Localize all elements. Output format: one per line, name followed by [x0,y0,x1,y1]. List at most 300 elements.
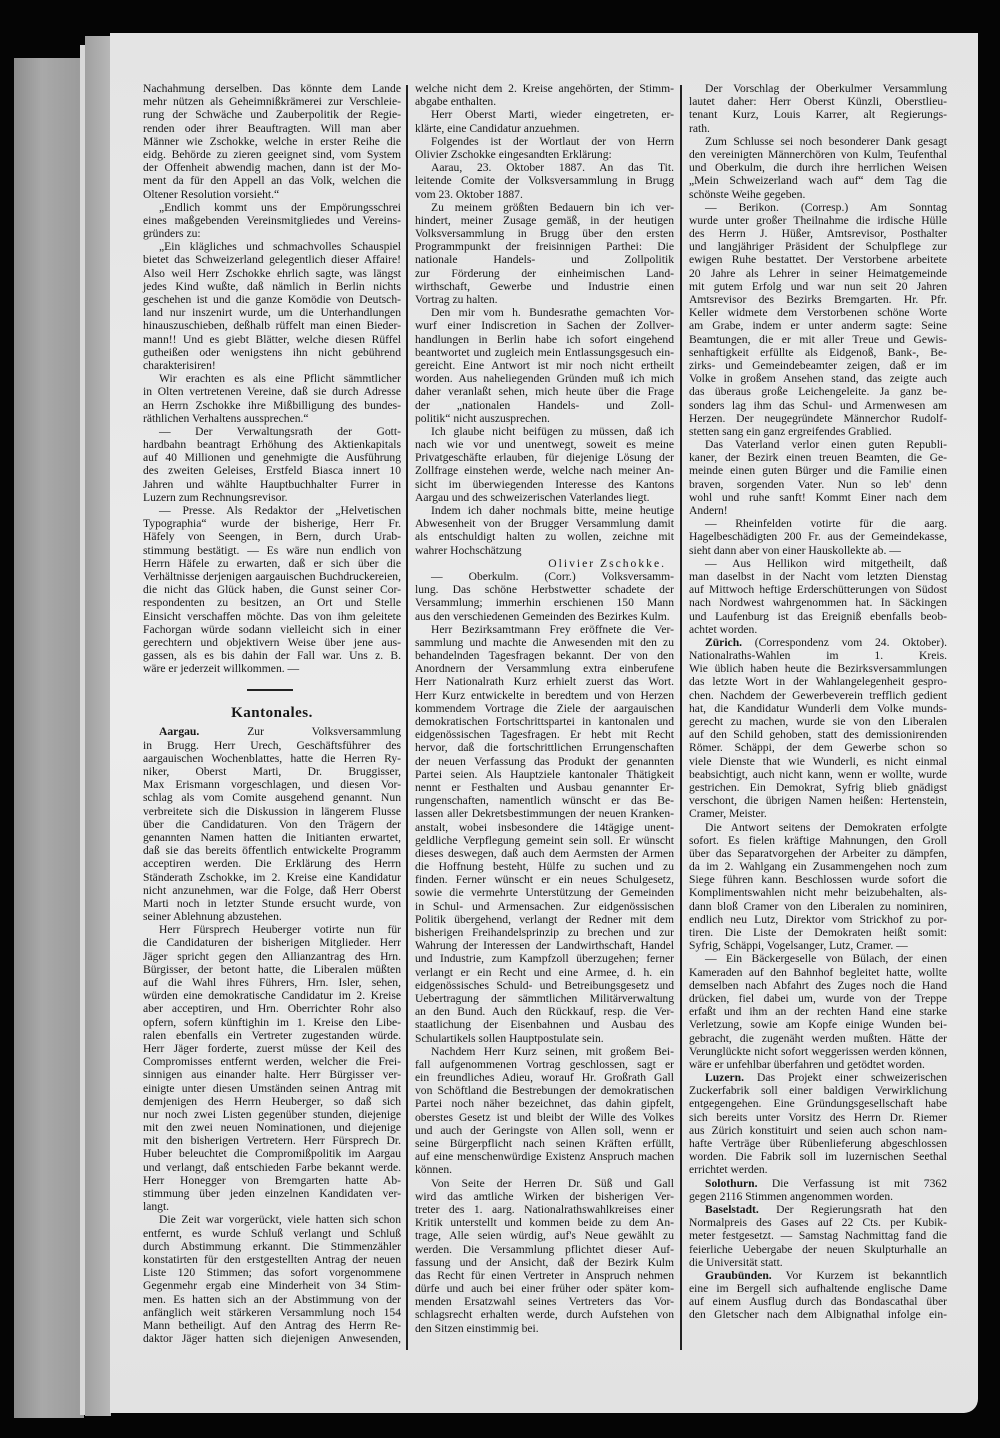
text-line: sammlung und machte die Anwesenden mit den zu [415,635,674,649]
text-line: Siege führen kann. Beschlossen wurde sofort die [689,873,947,887]
text-line: an den Bund. Auch den Rückkauf, resp. die Ver- [415,1005,674,1019]
text-line: und Industrie, zum Kampfzoll überzugehen; ferner [415,952,674,966]
text-line: Verletzung, sowie am Kopfe einige Wunden bei- [689,1018,947,1032]
text-line: fassung und der Ansicht, daß der Bezirk Kulm [415,1255,674,1269]
region-lead: Solothurn. [705,1176,758,1190]
text-line: senhaftigkeit erfüllte als Eidgenoß, Bank-, Be- [689,345,947,359]
text-line: Andern! [689,504,728,517]
text-line: aber acceptiren, und Hrn. Oberrichter Rohr also [143,1002,401,1016]
text-line: wurde unter großer Theilnahme die irdische Hülle [689,213,947,227]
text-line: tenant Kurz, Louis Karrer, alt Regierungs- [689,108,947,122]
text-line: dieses deswegen, daß auch dem Aermsten der Armen [415,846,674,860]
text-line: eines maßgebenden Vereinsmitgliedes und Vereins- [143,213,401,227]
text-line: Der Vorschlag der Oberkulmer Versammlung [705,82,947,95]
text-line: und verlangt, daß entschieden Farbe bekannt werde. [143,1160,401,1174]
text-line: Ich glaube nicht beifügen zu müssen, daß ich [431,424,674,438]
article-paragraph [689,1269,947,1322]
text-line: wahrer Hochschätzung [415,543,522,557]
text-line: staatlichung der Eisenbahnen und Ausbau des [415,1018,674,1032]
signature: Olivier Zschokke. [548,556,666,570]
text-line: „Ein klägliches und schmachvolles Schauspiel [159,240,401,254]
text-line: Herr Fürsprech Heuberger votirte nun für [159,923,401,937]
text-line: — Ein Bäckergeselle von Bülach, der einen [705,952,947,966]
article-paragraph [143,240,401,372]
text-line: stetten sang ein ganz ergreifendes Grablied. [689,424,892,438]
text-line: sieht dann aber von einer Hauskollekte ab. — [689,543,901,557]
text-line: daktor Jäger hatten sich diejenigen Anwesenden, [143,1332,401,1346]
text-line: ralen ebenfalls ein Vertreter zugestanden würde. [143,1028,401,1042]
text-line: auf einem Ausflug durch das Bondascathal über [689,1295,947,1309]
text-line: zur Förderung der einheimischen Land- [415,266,674,280]
text-line-rest: Das Projekt einer schweizerischen [743,1071,947,1085]
article-paragraph [143,201,401,241]
text-line: wäre er unfehlbar überfahren und getödtet worden. [689,1057,925,1071]
text-line: daher veranlaßt sehen, mich heute über die Frage [415,385,674,399]
text-line: Zuckerfabrik soll einer baldigen Verwirklichung [689,1084,947,1098]
text-line: in Brugg. Herr Urech, Geschäftsführer des [143,738,401,752]
text-line: worden. Aus naheliegenden Gründen muß ich mich [415,372,674,386]
text-line: Wie üblich haben heute die Bezirksversammlungen [689,662,947,676]
text-line: land nur inszenirt wurde, um die Unterhandlungen [143,306,401,320]
text-line: Privatgeschäfte erlauben, für diejenige Lösung der [415,451,674,465]
text-line: Das Vaterland verlor einen guten Republi- [705,438,947,452]
text-line: 20 Jahre als Lehrer in seiner Heimatgemeinde [689,266,947,280]
text-line: „Endlich kommt uns der Empörungsschrei [159,200,401,214]
text-line: niker, Oberst Marti, Dr. Bruggisser, [143,765,401,778]
text-line: Herr Bezirksamtmann Frey eröffnete die Ver- [431,622,674,636]
text-line: Häfely von Seengen, in Bern, durch Urab- [143,530,401,544]
text-line: Partei noch näher bezeichnet, das dahin gipfelt, [415,1097,674,1111]
text-line: Komplimentswahlen nicht mehr beizubehalten, als- [689,886,947,900]
text-line: schlag als vom Comite ausgehend genannt. Nun [143,791,401,805]
article-paragraph [415,135,674,161]
text-line: gründers zu: [143,227,201,241]
text-line: ewigen Ruhe bestattet. Der Verstorbene arbeitete [689,253,947,267]
text-line: jedes Kind wußte, daß nämlich in Berlin nichts [143,279,401,293]
text-line: Von Seite der Herren Dr. Süß und Gall [431,1176,674,1190]
text-line [689,1269,947,1282]
text-line: Kameraden auf den Bahnhof begleitet hatte, wollte [689,965,947,979]
text-line: Normalpreis des Gases auf 22 Cts. per Kubik- [689,1216,947,1230]
text-line: nach Nordwest wahrgenommen hat. In Säckingen [689,596,947,610]
text-line: Mann betheiligt. Auf den Antrag des Herrn Re- [143,1318,401,1332]
article-paragraph [415,201,674,307]
text-line: Amtsrevisor des Bezirks Bremgarten. Hr. Pfr. [689,293,947,306]
text-line: Nachahmung derselben. Das könnte dem Lande [143,82,401,95]
text-line: Zu meinem größten Bedauern bin ich ver- [431,200,674,214]
book-spine [14,58,84,1418]
text-line: die nicht das Glück haben, die Gunst seiner Cor- [143,583,401,597]
article-paragraph [415,425,674,504]
text-line: opfern, sofern künftighin im 1. Kreise den Libe- [143,1015,401,1029]
text-line: fall aufgenommenen Vortrag geschlossen, sagt er [415,1057,674,1071]
text-line: mann!! Und es giebt Blätter, welche diesen Rüffel [143,332,401,346]
text-line: lassen aller Dekretsbestimmungen der neuen Kranken- [415,807,674,821]
text-line: Folgendes ist der Wortlaut der von Herrn [431,134,674,148]
text-line: und Oberkulm, die durch ihre herrlichen Weisen [689,161,947,175]
text-line: auf 40 Millionen und genehmigte die Ausführung [143,451,401,465]
text-line: ein freundliches Adieu, worauf Hr. Großrath Gall [415,1071,674,1085]
text-line: hat, die Kandidatur Wunderli dem Volke munds- [689,701,947,715]
text-line: dann bloß Cramer von den Liberalen zu nominiren, [689,899,947,913]
text-line: bisherigen Freihandelsprinzip zu brechen und zur [415,926,674,939]
text-line: meinde einen guten Bürger und die Familie einen [689,464,947,478]
text-line: — Rheinfelden votirte für die aarg. [705,517,947,531]
article-paragraph [689,438,947,517]
text-line: Versammlung; immerhin erschienen 150 Mann [415,596,674,610]
text-line: Compromisses entfernt werden, welcher die Frei- [143,1055,401,1069]
text-line [689,1203,947,1216]
text-line: Jäger spricht gegen den Allianzantrag des Hrn. [143,949,401,963]
text-line: das überaus große Leichengeleite. Ja ganz be- [689,385,947,399]
text-line: gegen 2116 Stimmen angenommen worden. [689,1189,894,1203]
text-line: Beamtungen, die er mit aller Treue und Gewis- [689,332,947,346]
column-1 [143,82,401,1345]
text-line: Cramer, Meister. [689,807,767,821]
text-line: auf die Wahl ihres Führers, Hrn. Isler, sehen, [143,976,401,989]
text-line: gerecht zu machen, wurde sie von den Liberalen [689,715,947,728]
text-line: Römer. Schäppi, der dem Gewerbe schon so [689,741,947,755]
article-paragraph [143,82,401,201]
text-line: Herrn Häfele zu erwarten, daß er sich über die [143,556,401,570]
text-line: als entschuldigt halten zu wollen, zeichne mit [415,530,674,544]
text-line: hindert, meiner Zusage gemäß, in der heutigen [415,213,674,227]
text-line: schlagsrecht erhalten werde, durch Aufstehen von [415,1308,674,1322]
text-line [689,1071,947,1084]
text-line: seiner Ablehnung abzustehen. [143,910,282,924]
text-line: dürfe und auch bei einer früher oder später kom- [415,1282,674,1296]
text-line: da im 2. Wahlgang ein Zusammengehen noch zum [689,860,947,874]
text-line: Marti noch in letzter Stunde ersucht wurde, von [143,896,401,910]
text-line: Zollfrage einstehen werde, welche nach meiner An- [415,464,674,478]
text-line: nach wie vor und unentwegt, soweit es meine [415,438,674,452]
article-paragraph [689,821,947,953]
text-line: das Recht für einen Vertreter in Anspruch nehmen [415,1268,674,1282]
text-line: der Offenheit abwendig machen, dann ist der Mo- [143,161,401,175]
text-line: der neuen Verfassung das Produkt der genannten [415,754,674,768]
text-line: daß sie das bereits öffentlich entwickelte Programm [143,844,401,858]
text-line: geldliche Verpflegung gemeint sein soll. Er wünscht [415,833,674,847]
text-line: Volke in großem Ansehen stand, das zeigte auch [689,372,947,386]
text-line: stimmung bestätigt. — Es wäre nun endlich von [143,543,401,557]
article-paragraph [143,425,401,504]
text-line: menden Ersatzwahl seines Vertreters das Vor- [415,1295,674,1309]
text-line: mit den zwei neuen Nominationen, und diejenige [143,1121,401,1135]
text-line: hafte Verträge über Rübenlieferung abgeschlossen [689,1137,947,1150]
text-line: mehr nützen als Geheimnißkrämerei zur Verschleie- [143,95,401,109]
text-line: am Grabe, indem er unter anderm sagte: Seine [689,319,947,333]
text-line: genannten Namen hatten die Initianten erwartet, [143,830,401,844]
column-rule [406,85,408,1350]
text-line: Verhältnisse derjenigen aargauischen Buchdruckereien, [143,569,401,583]
text-line: demselben nach Abfahrt des Zuges noch die Hand [689,978,947,992]
text-line: worden. Die Fabrik soll im luzernischen Seethal [689,1150,947,1164]
text-line: gestrichen. Ein Demokrat, Syfrig blieb gnädigst [689,780,947,794]
text-line: eidgenössischen Tagesfragen. Er hebt mit Recht [415,728,674,742]
text-line: leitende Comite der Volksversammlung in Brugg [415,174,674,188]
text-line: Wahrung der Interessen der Landwirthschaft, Handel [415,939,674,953]
text-line: in Schul- und Armensachen. Zur eidgenössischen [415,899,674,913]
text-line: Herr Kurz entwickelte in beredtem und von Herzen [415,688,674,702]
text-line: politik“ nicht auszusprechen. [415,411,550,425]
text-line: treter des 1. aarg. Nationalrathswahlkreises einer [415,1202,674,1216]
text-line: aus Zürich konstituirt und seien auch schon nam- [689,1123,947,1137]
text-line: renden oder ihrer Beauftragten. Will man aber [143,121,401,135]
text-line: langt. [143,1200,170,1214]
text-line: mit den bisherigen Vertretern. Herr Fürsprech Dr. [143,1134,401,1148]
article-paragraph [689,517,947,557]
text-line: „Mein Schweizerland wach auf“ dem Tag die [689,174,947,188]
text-line-rest: Zur Volksversammlung [199,725,401,739]
text-line [143,725,401,738]
text-line: über die Candidaturen. Von den Trägern der [143,817,401,831]
text-line: hardbahn beantragt Erhöhung des Aktienkapitals [143,438,401,452]
text-line: rungenschaften, namentlich wünscht er das Be- [415,794,674,808]
text-line: eine im Bergell sich aufhaltende englische Dame [689,1282,947,1296]
text-line: Die Antwort seitens der Demokraten erfolgte [705,820,947,834]
text-line: eidg. Behörde zu zieren geeignet sind, vom System [143,147,401,161]
text-line: Programmpunkt der freisinnigen Parthei: Die [415,240,674,254]
text-line: viele Dienste that wie Wunderli, es nicht einmal [689,754,947,768]
article-paragraph [415,108,674,134]
text-line: sowie die vermehrte Unterstützung der Gemeinden [415,886,674,900]
text-line: trage, Alle seien würdig, auf's Neue gewählt zu [415,1229,674,1243]
article-paragraph [415,82,674,108]
article-paragraph [143,372,401,425]
text-line: Politik übergehend, verlangt der Redner mit dem [415,912,674,926]
text-line: hervor, daß die fortschrittlichen Errungenschaften [415,741,674,755]
text-line: Aargau und des schweizerischen Vaterlandes liegt. [415,490,650,504]
text-line: auf den Schild gehoben, statt des demissionirenden [689,728,947,742]
text-line: zirks- und Gemeindebeamter zeigen, daß er im [689,358,947,372]
text-line: Jahren und wählte Hauptbuchhalter Furrer in [143,477,401,491]
text-line: Partei seien. Als Hauptziele kantonaler Thätigkeit [415,767,674,781]
text-line: Herr Honegger von Bremgarten hatte Ab- [143,1173,401,1187]
text-line: und auch der Geringste von Allen soll, wenn er [415,1123,674,1137]
text-line: gutheißen oder wenigstens ihn nicht gebührend [143,345,401,359]
text-line: auf eine menschenwürdige Existenz Anspruch machen [415,1150,674,1164]
text-line: von Schöftland die Bestrebungen der demokratischen [415,1084,674,1098]
article-paragraph [689,82,947,135]
text-line: meter festgesetzt. — Samstag Nachmittag fand die [689,1229,947,1243]
text-line: den Gletscher nach dem Albignathal infolge ein- [689,1308,947,1322]
text-line: chen. Nachdem der Gewerbeverein trefflich gedient [689,688,947,702]
text-line: bietet das Schweizerland gelegentlich dieser Affaire! [143,253,401,267]
text-line: Liste 120 Stimmen; das sofort vorgenommene [143,1266,401,1280]
text-line: demokratischen Fortschrittspartei in kantonalen und [415,715,674,728]
text-line: gerechtern und objektivern Weise über jene aus- [143,635,401,649]
text-line: tiren. Die Liste der Demokraten heißt somit: [689,926,947,939]
text-line: hinauszuschieben, deßhalb rüffelt man einen Bieder- [143,319,401,333]
text-line: Einsicht verschaffen möchte. Das von ihm geleitete [143,609,401,623]
text-line: und Laufenburg ist das Ereigniß ebenfalls beob- [689,609,947,623]
text-line: Gegenmehr ergab eine Minderheit von 34 Stim- [143,1279,401,1293]
article-paragraph [415,1045,674,1177]
text-line: handlungen in Berlin habe ich sofort eingehend [415,332,674,346]
text-line: vom 23. Oktober 1887. [415,187,523,201]
text-line: Verunglückte nicht sofort weggerissen werden können, [689,1044,947,1058]
text-line-rest: Die Verfassung ist mit 7362 [757,1176,947,1190]
text-line: räthlichen Verhaltens aussprechen.“ [143,411,309,425]
text-line: acceptiren werden. Die Erklärung des Herrn [143,857,401,871]
text-line: Herzen. Der neugegründete Männerchor Rudolf- [689,411,947,425]
text-line-rest: Vor Kurzem ist bekanntlich [771,1268,947,1282]
text-line: Also weil Herr Zschokke ehrlich sagte, was längst [143,266,401,280]
text-line: abgabe enthalten. [415,95,497,109]
text-line: welche nicht dem 2. Kreise angehörten, der Stimm- [415,82,674,95]
text-line: man daselbst in der Nacht vom letzten Dienstag [689,569,947,583]
region-lead: Luzern. [705,1071,744,1085]
text-line: — Presse. Als Redaktor der „Helvetischen [159,504,401,517]
text-line: wirthschaft, Gewerbe und Industrie einen [415,279,674,293]
text-line: erfaßt und ihm an der rechten Hand eine starke [689,1005,947,1019]
text-line: gereicht. Eine Antwort ist mir noch nicht ertheilt [415,358,674,372]
text-line: des Herrn J. Hüßer, Amtsrevisor, Posthalter [689,227,947,241]
text-line: Fachorgan würde sodann vielleicht sich in einer [143,622,401,636]
text-line: nennt er Festhalten und Ausbau genannter Er- [415,780,674,794]
text-line: feierliche Uebergabe der neuen Skulpturhalle an [689,1242,947,1256]
text-line [689,636,947,649]
text-line: aargauischen Wochenblattes, hatte die Herren Ry- [143,751,401,765]
text-line: durch Abstimmung erkannt. Die Stimmenzähler [143,1239,401,1253]
text-line: Vortrag zu halten. [415,293,498,306]
text-line: errichtet werden. [689,1163,768,1177]
text-line: kommendem Vortrage die Ziele der aargauischen [415,701,674,715]
text-line: und langjähriger Präsident der Schulpflege zur [689,240,947,254]
text-line: mit gutem Erfolg und war nun seit 20 Jahren [689,279,947,293]
text-line: einigte unter diesen Umständen seinen Antrag mit [143,1081,401,1095]
text-line: geschehen ist und die ganze Komödie von Deutsch- [143,293,401,306]
text-line: men. Es hatten sich an der Abstimmung von der [143,1292,401,1306]
text-line: wurf einer Indiscretion in Sachen der Zollver- [415,319,674,333]
text-line: können. [415,1163,453,1177]
article-paragraph [143,504,401,675]
text-line: entfernt, es wurde Schluß verlangt und Schluß [143,1226,401,1240]
article-paragraph [689,1177,947,1203]
text-line: aus den verschiedenen Gemeinden des Bezirkes Kulm. [415,609,670,623]
text-line: in Olten vertretenen Vereine, daß sie durch Adresse [143,385,401,399]
text-line: charakterisiren! [143,358,216,372]
text-line: nur noch zwei Listen gegenüber stunden, diejenige [143,1107,401,1121]
text-line: Olivier Zschokke eingesandten Erklärung: [415,147,612,161]
book-page-stack [85,36,111,1416]
text-line: entgegengehen. Eine Gründungsgesellschaft habe [689,1097,947,1111]
text-line: Hagelbeschädigten 200 Fr. aus der Gemeindekasse, [689,530,947,544]
text-line: die Universität statt. [689,1255,783,1269]
text-line: Abwesenheit von der Brugger Versammlung damit [415,517,674,531]
region-lead: Baselstadt. [705,1202,759,1216]
text-line: Max Erismann vorgeschlagen, und diesen Vor- [143,778,401,792]
text-line: Keller widmete dem Verstorbenen schöne Worte [689,306,947,320]
text-line: auf Mittwoch heftige Erderschütterungen von Südost [689,583,947,597]
text-line: ment da für den Appell an das Volk, welchen die [143,174,401,188]
text-line [689,1177,947,1190]
text-line: wohl und ruhe sanft! Kommt Einer nach dem [689,490,947,504]
text-line: rath. [689,121,710,135]
article-paragraph [415,570,674,623]
text-line: klärte, eine Candidatur anzuehmen. [415,121,580,135]
article-paragraph [689,135,947,201]
region-lead: Graubünden. [705,1268,772,1282]
text-line: sonders lag ihm das Schul- und Armenwesen am [689,398,947,412]
text-line: Herr Oberst Marti, wieder eingetreten, er- [431,108,674,122]
text-line: oberstes Gesetz ist und bleibt der Wille des Volkes [415,1110,674,1124]
text-line: — Oberkulm. (Corr.) Volksversamm- [431,569,674,583]
text-line: braven, sorgenden Vater. Nun so leb' denn [689,477,947,491]
text-line: lautet daher: Herr Oberst Künzli, Oberstlieu- [689,95,947,109]
article-paragraph [415,306,674,425]
text-line: drücken, fiel dabei um, wurde von der Treppe [689,991,947,1005]
article-paragraph [415,623,674,1045]
text-line: die Candidaturen der bisherigen Mitglieder. Herr [143,936,401,950]
column-3 [689,82,947,1322]
text-line: Nationalraths-Wahlen im 1. Kreis. [689,649,947,663]
text-line: achtet worden. [689,622,758,636]
text-line-rest: (Correspondenz vom 24. Oktober). [742,635,947,649]
text-line: Luzern zum Rechnungsrevisor. [143,490,288,504]
article-paragraph [143,725,401,923]
text-line: Uebertragung der sämmtlichen Militärverwaltung [415,991,674,1005]
text-line: Die Zeit war vorgerückt, viele hatten sich schon [159,1213,401,1227]
text-line: verlangt er ein Recht und eine Armee, d. h. ein [415,965,674,979]
text-line: Syfrig, Schäppi, Vogelsanger, Lutz, Cramer. — [689,939,908,953]
text-line: anfänglich weit stärkeren Versammlung noch 154 [143,1305,401,1319]
text-line: verbreitete sich die Diskussion in längerem Flusse [143,804,401,818]
text-line: wäre er jederzeit willkommen. — [143,662,300,676]
text-line: den Sitzen einstimmig bei. [415,1321,539,1335]
text-line: nicht anzunehmen, war die Folge, daß Herr Oberst [143,883,401,897]
text-line: Bürgisser, der betont hatte, die Liberalen müßten [143,962,401,976]
text-line: Wir erachten es als eine Pflicht sämmtlicher [159,372,401,386]
text-line: Ständerath Zschokke, im 2. Kreise eine Kandidatur [143,870,401,884]
text-line: Volksversammlung in Brugg über den ersten [415,227,674,241]
text-line: des zweiten Geleises, Erstfeld Biasca innert 10 [143,464,401,478]
text-line: Aarau, 23. Oktober 1887. An das Tit. [431,161,674,175]
article-paragraph [689,636,947,821]
text-line: nationale Handels- und Zollpolitik [415,253,674,267]
text-line: seine Bürgerpflicht nach seinen Kräften erfüllt, [415,1137,674,1150]
column-rule [680,85,682,1350]
article-paragraph [415,1177,674,1335]
text-line: den vereinigten Männerchören von Kulm, Teufenthal [689,147,947,161]
text-line: sicht im überwiegenden Interesse des Kantons [415,477,674,491]
text-line: anstalt, wobei insbesondere die 14tägige unent- [415,820,674,834]
text-line-rest: Der Regierungsrath hat den [758,1202,947,1216]
article-paragraph [689,201,947,438]
text-line: — Berikon. (Corresp.) Am Sonntag [705,200,947,214]
text-line: Herr Jäger forderte, zuerst müsse der Keil des [143,1041,401,1055]
article-paragraph [415,161,674,201]
text-line: die Hoffnung besteht, Hülfe zu suchen und zu [415,860,674,874]
section-divider [143,675,401,701]
column-2 [415,82,674,1335]
text-line: behandelnden Tagesfragen bekannt. Der von den [415,649,674,663]
text-line: Männer wie Zschokke, welche in erster Reihe die [143,134,401,148]
region-lead: Aargau. [159,725,200,739]
text-line: der „nationalen Handels- und Zoll- [415,398,674,412]
text-line: — Aus Hellikon wird mitgetheilt, daß [705,556,947,570]
text-line: beabsichtigt, auch nicht kann, wenn er wollte, wurde [689,767,947,781]
section-heading: Kantonales. [231,705,313,722]
text-line: an Herrn Zschokke ihre Mißbilligung des bundes- [143,398,401,412]
text-line: Kritik unterstellt und kommen beide zu dem An- [415,1216,674,1230]
text-line: sich bereits unter Vorsitz des Herrn Dr. Riemer [689,1110,947,1124]
article-paragraph [415,504,674,557]
text-line: über das Separatvorgehen der Arbeiter zu dämpfen, [689,846,947,860]
text-line: Den mir vom h. Bundesrathe gemachten Vor- [431,306,674,320]
text-line: rung der Schwäche und Zauberpolitik der Regie- [143,108,401,122]
text-line: das letzte Wort in der Wahlangelegenheit gespro- [689,675,947,689]
